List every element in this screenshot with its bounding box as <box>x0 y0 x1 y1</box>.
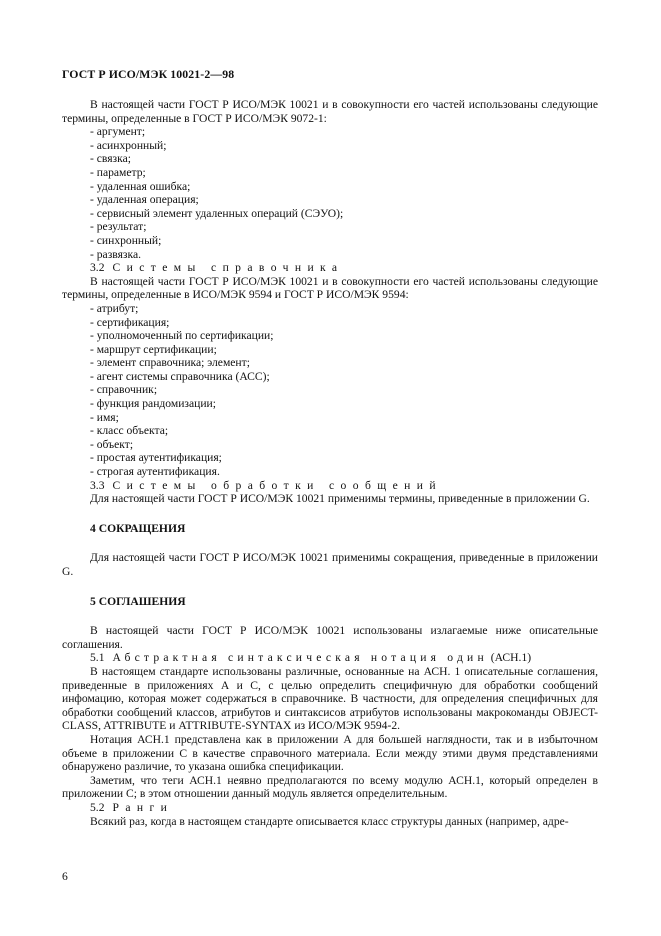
list-item: - развязка. <box>90 247 142 261</box>
terms-list-9072 <box>62 125 598 261</box>
subsection-3-2-paragraph: В настоящей части ГОСТ Р ИСО/МЭК 10021 и в совокупности его частей использованы следующие термины, определенные в ИСО/МЭК 9594 и ГОСТ Р ИСО/МЭК 9594: <box>62 274 598 302</box>
subsection-number: 3.2 <box>90 261 105 275</box>
subsection-3-3-paragraph: Для настоящей части ГОСТ Р ИСО/МЭК 10021 применимы термины, приведенные в приложении G. <box>90 492 590 506</box>
list-item: - класс объекта; <box>90 424 169 438</box>
page-body <box>62 98 598 828</box>
section-4-heading: 4 СОКРАЩЕНИЯ <box>90 521 186 535</box>
list-item: - атрибут; <box>90 301 139 315</box>
subsection-number: 5.2 <box>90 800 105 814</box>
subsection-number: 3.3 <box>90 478 105 492</box>
list-item: - сертификация; <box>90 315 170 329</box>
list-item: - элемент справочника; элемент; <box>90 356 250 370</box>
subsection-3-3-heading <box>62 479 598 493</box>
page-number: 6 <box>62 870 68 883</box>
subsection-title: Системы обработки сообщений <box>112 478 442 492</box>
subsection-5-2-heading <box>62 801 598 815</box>
list-item: - объект; <box>90 437 134 451</box>
list-item: - имя; <box>90 410 119 424</box>
subsection-3-2-heading <box>62 261 598 275</box>
list-item: - сервисный элемент удаленных операций (СЭУО); <box>90 206 344 220</box>
section-5-heading: 5 СОГЛАШЕНИЯ <box>90 594 186 608</box>
list-item: - параметр; <box>90 165 146 179</box>
section-5-paragraph: В настоящей части ГОСТ Р ИСО/МЭК 10021 использованы излагаемые ниже описательные соглашения. <box>62 624 598 651</box>
list-item: - удаленная ошибка; <box>90 179 191 193</box>
subsection-title: Ранги <box>112 800 174 814</box>
subsection-title: Абстрактная синтаксическая нотация один <box>112 651 488 665</box>
intro-paragraph: В настоящей части ГОСТ Р ИСО/МЭК 10021 и в совокупности его частей использованы следующие термины, определенные в ГОСТ Р ИСО/МЭК 9072-1: <box>62 98 598 125</box>
subsection-5-2-paragraph: Всякий раз, когда в настоящем стандарте описывается класс структуры данных (например, адре- <box>90 814 569 828</box>
list-item: - аргумент; <box>90 125 146 139</box>
terms-list-9594 <box>62 302 598 479</box>
subsection-5-1-heading <box>62 651 598 665</box>
subsection-number: 5.1 <box>90 651 105 665</box>
list-item: - маршрут сертификации; <box>90 342 217 356</box>
list-item: - справочник; <box>90 383 158 397</box>
list-item: - уполномоченный по сертификации; <box>90 329 274 343</box>
subsection-5-1-paragraph: Заметим, что теги АСН.1 неявно предполагаются по всему модулю АСН.1, который определен в приложении С; в этом отношении данный модуль является определительным. <box>62 773 598 801</box>
page-header: ГОСТ Р ИСО/МЭК 10021-2—98 <box>62 67 235 81</box>
list-item: - результат; <box>90 220 147 234</box>
list-item: - синхронный; <box>90 233 162 247</box>
list-item: - строгая аутентификация. <box>90 465 220 479</box>
section-4-paragraph: Для настоящей части ГОСТ Р ИСО/МЭК 10021 применимы сокращения, приведенные в приложении G. <box>62 551 598 578</box>
subsection-abbreviation: (АСН.1) <box>490 651 532 665</box>
list-item: - функция рандомизации; <box>90 397 216 411</box>
subsection-5-1-paragraph: Нотация АСН.1 представлена как в приложении А для большей наглядности, так и в избыточном объеме в приложении С в качестве справочного материала. Если между этими двумя представлениями обнаружено различие, то указана ошибка спецификации. <box>62 732 598 774</box>
list-item: - удаленная операция; <box>90 193 199 207</box>
list-item: - связка; <box>90 152 131 166</box>
subsection-5-1-paragraph: В настоящем стандарте использованы различные, основанные на АСН. 1 описательные соглашения, приведенные в приложениях А и С, с целью определить специфичную для обработки сообщений инфомацию, которая может содержаться в справочнике. В частности, для определения специфичных для обработки сообщений классов, атрибутов и синтаксисов атрибутов использованы макрокоманды OBJECT-CLASS, ATTRIBUTE и ATTRIBUTE-SYNTAX из ИСО/МЭК 9594-2. <box>62 664 598 733</box>
list-item: - агент системы справочника (АСС); <box>90 369 270 383</box>
list-item: - простая аутентификация; <box>90 451 222 465</box>
list-item: - асинхронный; <box>90 138 167 152</box>
subsection-title: Системы справочника <box>112 261 344 275</box>
